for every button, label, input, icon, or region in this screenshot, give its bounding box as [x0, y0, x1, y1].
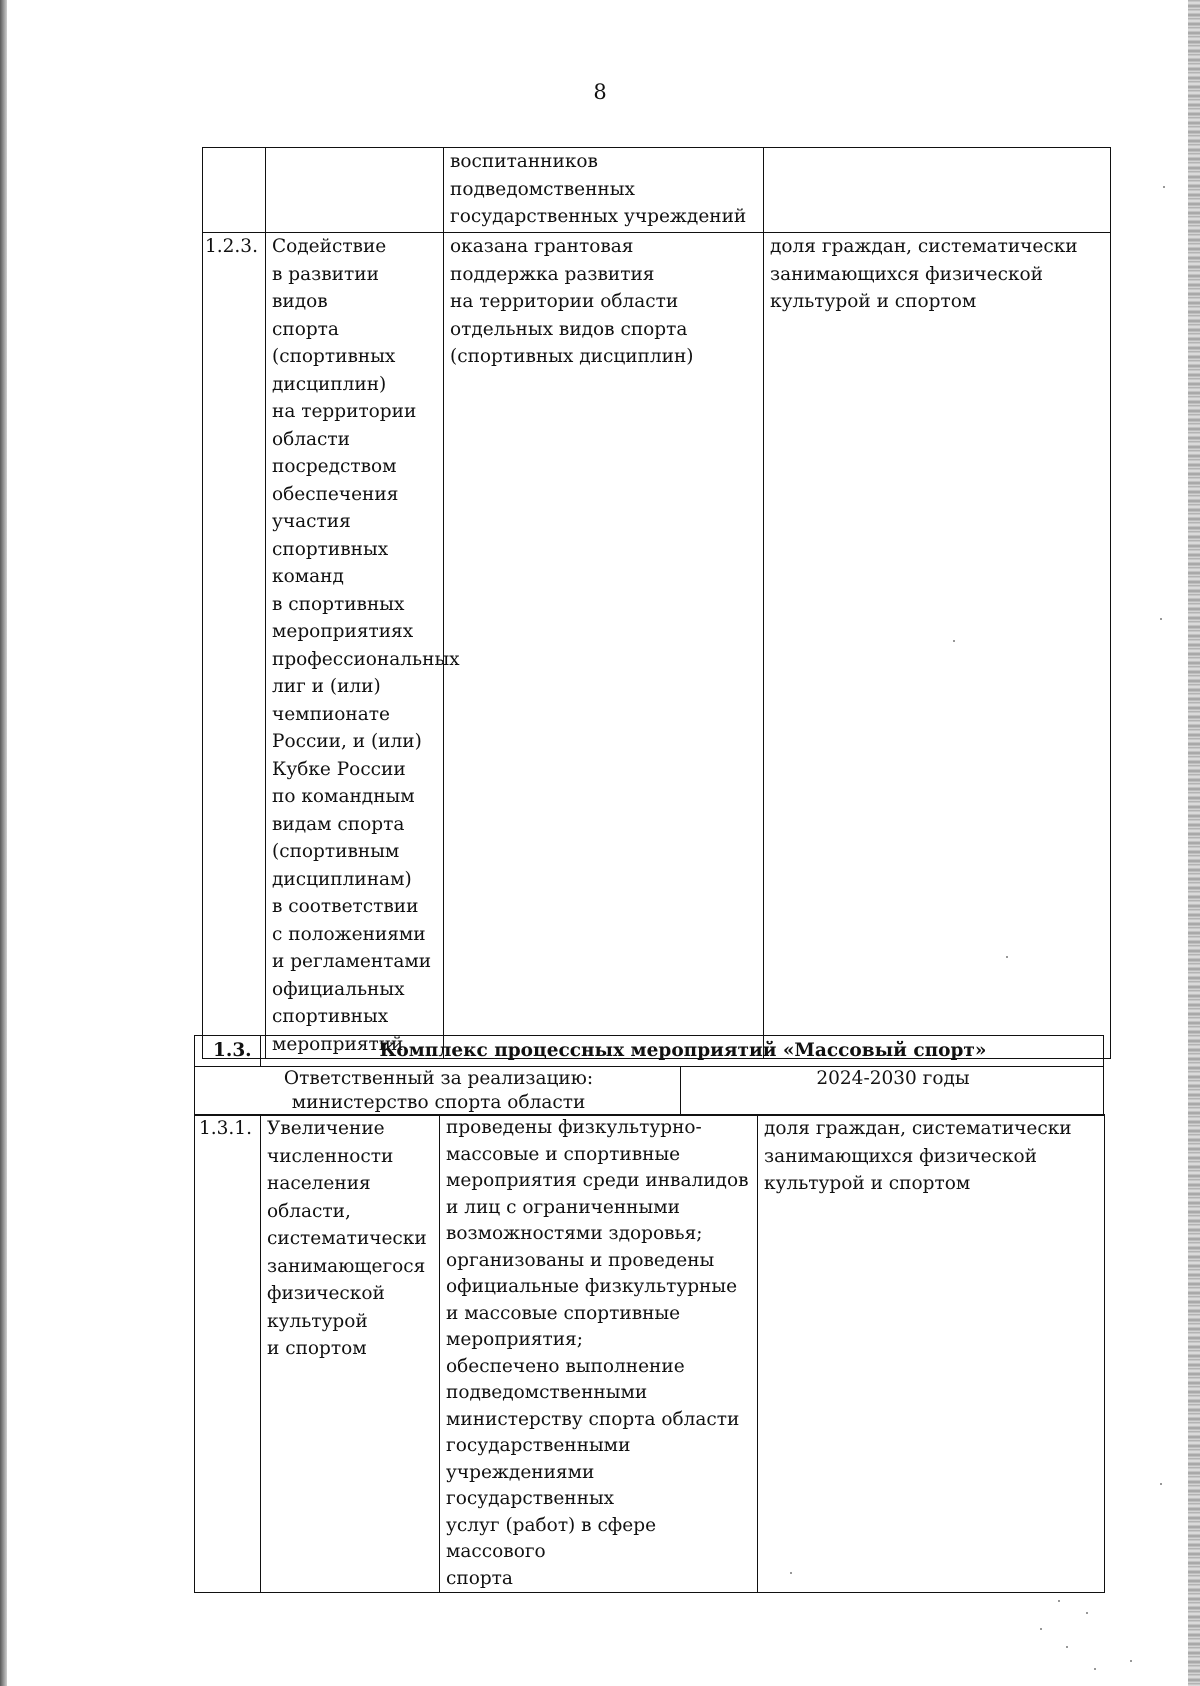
scan-speck: [1160, 1483, 1162, 1485]
task-text: проведены физкультурно- массовые и спортивные мероприятия среди инвалидов и лиц с ограниченными возможностями здоровья; организованы и проведены официальные физкультурные и массовые спортивные мероприятия; обеспечено выполнение подведомственными министерству спорта области государственными учреждениями государственных услуг (работ) в сфере массового спорта: [446, 1117, 749, 1589]
scan-speck: [1058, 1600, 1060, 1602]
task-text: оказана грантовая поддержка развития на территории области отдельных видов спорта (спортивных дисциплин): [450, 236, 694, 367]
cell-task: [444, 148, 764, 233]
years-cell: [681, 1067, 1104, 1116]
responsible-text: Ответственный за реализацию: министерство спорта области: [283, 1068, 594, 1113]
indicator-text: доля граждан, систематически занимающихся физической культурой и спортом: [764, 1118, 1072, 1194]
scan-edge-left: [0, 0, 7, 1686]
row-number: 1.2.3.: [205, 236, 258, 257]
page-number: 8: [593, 80, 607, 104]
section-title: Комплекс процессных мероприятий «Массовый спорт»: [261, 1036, 1104, 1067]
scan-speck: [1040, 1628, 1042, 1630]
responsible-cell: [195, 1067, 681, 1116]
cell-name: [261, 1115, 440, 1593]
measures-table-upper: [202, 147, 1111, 1059]
table-row-1-2-3: [203, 233, 1111, 1059]
measures-table-lower: [194, 1114, 1105, 1593]
table-row-continued: [203, 148, 1111, 233]
responsible-table: [194, 1066, 1104, 1116]
scan-speck: [1066, 1646, 1068, 1648]
scan-speck: [790, 1572, 792, 1574]
task-text: воспитанников подведомственных государственных учреждений: [450, 151, 747, 227]
cell-indicator: [764, 148, 1111, 233]
measure-name: Содействие в развитии видов спорта (спортивных дисциплин) на территории области посредством обеспечения участия спортивных команд в спортивных мероприятиях профессиональных лиг и (или) чемпионате России, и (или) Кубке России по командным видам спорта (спортивным дисциплинам) в соответствии с положениями и регламентами официальных спортивных мероприятий: [272, 236, 460, 1055]
section-number: 1.3.: [195, 1036, 261, 1067]
years-text: 2024-2030 годы: [816, 1068, 970, 1089]
indicator-text: доля граждан, систематически занимающихся физической культурой и спортом: [770, 236, 1078, 312]
cell-indicator: [758, 1115, 1105, 1593]
scan-speck: [953, 640, 955, 642]
cell-num: [203, 233, 266, 1059]
scan-speck: [1160, 618, 1162, 620]
scan-edge-right: [1188, 0, 1200, 1686]
cell-name: [266, 148, 444, 233]
scan-speck: [1130, 1660, 1132, 1662]
scan-speck: [1086, 1612, 1088, 1614]
scan-speck: [1094, 1668, 1096, 1670]
measure-name: Увеличение численности населения области, систематически занимающегося физической культурой и спортом: [267, 1118, 427, 1359]
cell-num: [195, 1115, 261, 1593]
scan-speck: [1006, 956, 1008, 958]
section-row: [195, 1036, 1104, 1067]
section-heading-table: [194, 1035, 1104, 1067]
responsible-row: [195, 1067, 1104, 1116]
cell-name: [266, 233, 460, 1059]
cell-task: [440, 1115, 758, 1593]
row-number: 1.3.1.: [199, 1118, 252, 1139]
cell-num: [203, 148, 266, 233]
cell-indicator: [764, 233, 1111, 1059]
table-row-1-3-1: [195, 1115, 1105, 1593]
scan-speck: [1163, 186, 1165, 188]
cell-task: [444, 233, 764, 1059]
